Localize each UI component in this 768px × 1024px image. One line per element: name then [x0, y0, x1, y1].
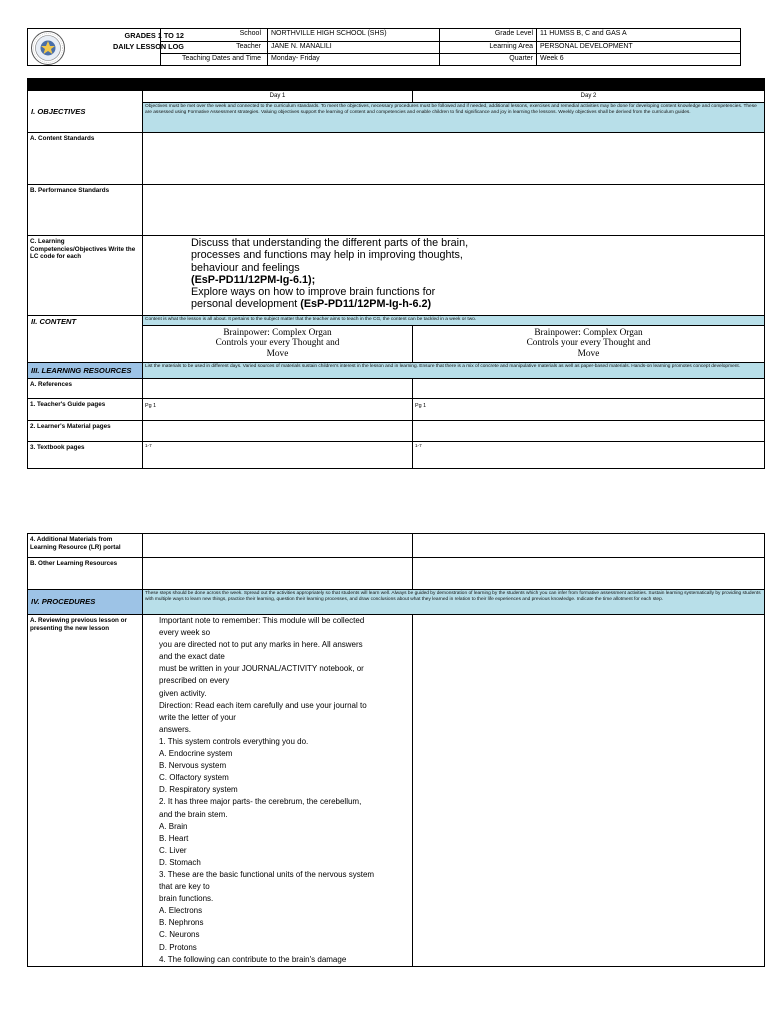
references-day2[interactable] [413, 379, 765, 399]
procedure-line: and the exact date [159, 652, 225, 662]
review-lesson-label: A. Reviewing previous lesson or presenting the new lesson [28, 615, 143, 967]
day2-header: Day 2 [413, 91, 765, 103]
competency-line: Explore ways on how to improve brain functions for [191, 286, 436, 299]
other-resources-label: B. Other Learning Resources [28, 558, 143, 590]
additional-materials-day1[interactable] [143, 534, 413, 558]
textbook-day1[interactable]: 1-7 [143, 442, 413, 469]
procedure-line: A. Electrons [159, 906, 203, 916]
procedures-heading: IV. PROCEDURES [28, 590, 143, 615]
school-label: School [239, 30, 261, 37]
competency-code: (EsP-PD11/12PM-Ig-h-6.2) [300, 298, 432, 311]
procedure-line: 3. These are the basic functional units of the nervous system [159, 869, 375, 879]
competency-code: (EsP-PD11/12PM-Ig-6.1); [191, 273, 316, 286]
procedure-line: C. Neurons [159, 930, 200, 940]
competency-line: behaviour and feelings [191, 261, 300, 274]
procedure-line: answers. [159, 724, 192, 734]
content-heading: II. CONTENT [28, 316, 143, 363]
black-header-bar [143, 79, 765, 91]
procedure-line: B. Nephrons [159, 918, 204, 928]
procedure-line: C. Liver [159, 845, 187, 855]
content-day1[interactable] [143, 326, 413, 363]
day1-header: Day 1 [143, 91, 413, 103]
procedure-line: Direction: Read each item carefully and use your journal to [159, 700, 367, 710]
performance-standards-cell[interactable] [143, 185, 765, 236]
title-grades: GRADES 1 TO 12 [124, 31, 184, 40]
review-lesson-day2[interactable] [413, 615, 765, 967]
grade-value: 11 HUMSS B, C and GAS A [536, 29, 741, 41]
lesson-log-header [27, 28, 741, 66]
content-day1-line: Controls your every Thought and [215, 338, 340, 349]
procedure-line: A. Endocrine system [159, 749, 233, 759]
procedure-line: Important note to remember: This module will be collected [159, 616, 365, 625]
procedure-line: A. Brain [159, 821, 188, 831]
performance-standards-label: B. Performance Standards [28, 185, 143, 236]
objectives-heading: I. OBJECTIVES [28, 91, 143, 133]
quarter-label: Quarter [439, 54, 536, 66]
procedure-line: D. Protons [159, 942, 197, 952]
teacher-label: Teacher [236, 43, 261, 50]
procedure-line: 4. The following can contribute to the brain's damage [159, 954, 347, 964]
procedure-line: B. Heart [159, 833, 189, 843]
teacher-value: JANE N. MANALILI [267, 42, 437, 54]
deped-seal-icon [30, 30, 66, 66]
additional-materials-day2[interactable] [413, 534, 765, 558]
header-info-grid [160, 29, 740, 65]
competency-line: processes and functions may help in improving thoughts, [191, 249, 463, 262]
header-row-dates [161, 53, 741, 65]
additional-materials-label: 4. Additional Materials from Learning Resource (LR) portal [28, 534, 143, 558]
competency-line: Discuss that understanding the different parts of the brain, [191, 237, 469, 249]
procedures-note: These steps should be done across the week. Spread out the activities appropriately so that students will learn well. Always be guided by demonstration of learning by the students which you can infer from formative assessment activities. Sustain learning systematically by providing students with multiple ways to learn new things, practice their learning, question their learning processes, and draw conclusions about what they learned in relation to their life experiences and previous knowledge. Indicate the time allotment for each step. [143, 590, 765, 615]
content-day1-line: Brainpower: Complex Organ [223, 328, 332, 338]
resources-heading: III. LEARNING RESOURCES [28, 363, 143, 379]
references-label: A. References [28, 379, 143, 399]
competencies-cell[interactable] [143, 236, 765, 316]
other-resources-day2[interactable] [413, 558, 765, 590]
procedure-line: must be written in your JOURNAL/ACTIVITY notebook, or [159, 664, 364, 674]
textbook-label: 3. Textbook pages [28, 442, 143, 469]
review-lesson-day1[interactable] [143, 615, 413, 967]
teachers-guide-day2[interactable]: Pg 1 [413, 399, 765, 421]
procedure-text [159, 615, 412, 966]
procedure-line: and the brain stem. [159, 809, 228, 819]
content-standards-label: A. Content Standards [28, 133, 143, 185]
competencies-label: C. Learning Competencies/Objectives Write the LC code for each [28, 236, 143, 316]
procedure-line: given activity. [159, 688, 207, 698]
procedure-line: D. Respiratory system [159, 785, 238, 795]
procedure-line: 2. It has three major parts- the cerebrum, the cerebellum, [159, 797, 362, 807]
learners-material-label: 2. Learner's Material pages [28, 421, 143, 442]
header-row-school [161, 29, 741, 41]
procedure-line: 1. This system controls everything you do. [159, 736, 309, 746]
procedure-line: that are key to [159, 882, 210, 892]
table-top-spacer [28, 79, 143, 91]
procedure-line: C. Olfactory system [159, 773, 229, 783]
header-row-teacher [161, 41, 741, 53]
dates-value: Monday- Friday [267, 54, 437, 66]
content-day2-line: Move [577, 348, 600, 359]
procedure-line: D. Stomach [159, 857, 201, 867]
lesson-log-table-page1 [27, 78, 765, 469]
learners-material-day1[interactable] [143, 421, 413, 442]
procedure-line: write the letter of your [159, 712, 236, 722]
procedure-line: every week so [159, 628, 211, 638]
area-label: Learning Area [439, 42, 536, 54]
procedure-line: you are directed not to put any marks in here. All answers [159, 640, 363, 650]
references-day1[interactable] [143, 379, 413, 399]
procedure-line: B. Nervous system [159, 761, 227, 771]
competency-line: personal development [191, 298, 298, 311]
other-resources-day1[interactable] [143, 558, 413, 590]
content-day1-line: Move [266, 348, 289, 359]
school-value: NORTHVILLE HIGH SCHOOL (SHS) [267, 29, 437, 41]
procedure-line: brain functions. [159, 894, 214, 904]
quarter-value: Week 6 [536, 54, 741, 66]
content-note: Content is what the lesson is all about. It pertains to the subject matter that the teacher aims to teach in the CG, the content can be tackled in a week or two. [143, 316, 765, 326]
content-day2-line: Controls your every Thought and [526, 338, 651, 349]
objectives-note: Objectives must be met over the week and connected to the curriculum standards. To meet the objectives, necessary procedures must be followed and if needed, additional lessons, exercises and remedial activities may be done for developing content knowledge and competencies. These are assessed using Formative Assessment strategies. Valuing objectives support the learning of content and competencies and enable children to find significance and joy in learning the lessons. Weekly objectives shall be derived from the curriculum guides. [143, 103, 765, 133]
area-value: PERSONAL DEVELOPMENT [536, 42, 741, 54]
content-day2[interactable] [413, 326, 765, 363]
textbook-day2[interactable]: 1-7 [413, 442, 765, 469]
procedure-line: prescribed on every [159, 676, 230, 686]
teachers-guide-label: 1. Teacher's Guide pages [28, 399, 143, 421]
resources-note: List the materials to be used in different days. Varied sources of materials sustain children's interest in the lesson and in learning. Ensure that there is a mix of concrete and manipulative materials as well as paper-based materials. Hands-on learning promotes concept development. [143, 363, 765, 379]
dates-label: Teaching Dates and Time [182, 55, 261, 62]
learners-material-day2[interactable] [413, 421, 765, 442]
grade-label: Grade Level [439, 29, 536, 41]
teachers-guide-day1[interactable]: Pg 1 [143, 399, 413, 421]
title-daily-log: DAILY LESSON LOG [113, 42, 184, 51]
lesson-log-table-page2 [27, 533, 765, 967]
content-day2-line: Brainpower: Complex Organ [534, 328, 643, 338]
content-standards-cell[interactable] [143, 133, 765, 185]
